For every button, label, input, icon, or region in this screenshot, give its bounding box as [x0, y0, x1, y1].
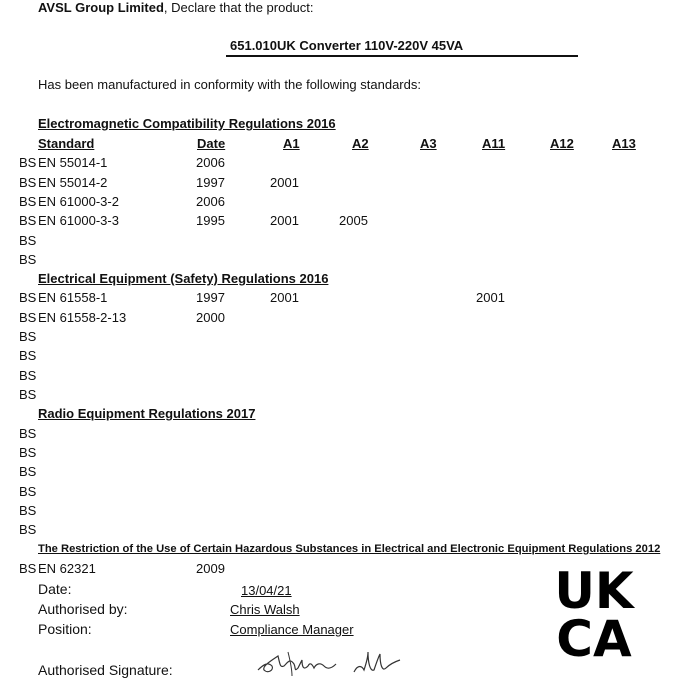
row-date: 2000 [196, 310, 225, 325]
row-date: 2009 [196, 561, 225, 576]
row-a1: 2001 [270, 175, 299, 190]
section-title-safety: Electrical Equipment (Safety) Regulations 2016 [38, 271, 329, 286]
product-title: 651.010UK Converter 110V-220V 45VA [230, 38, 464, 53]
section-title-emc: Electromagnetic Compatibility Regulations 2016 [38, 116, 336, 131]
row-standard: EN 61000-3-2 [38, 194, 119, 209]
section-title-radio: Radio Equipment Regulations 2017 [38, 406, 256, 421]
row-prefix: BS [19, 329, 37, 344]
row-prefix: BS [19, 387, 37, 402]
authorised-by-label: Authorised by: [38, 601, 128, 617]
handwritten-signature [250, 642, 420, 682]
row-a2: 2005 [339, 213, 368, 228]
row-standard: EN 61558-2-13 [38, 310, 127, 325]
position-value: Compliance Manager [230, 622, 354, 637]
row-standard: EN 61000-3-3 [38, 213, 119, 228]
row-prefix: BS [19, 194, 37, 209]
ukca-mark-logo [548, 568, 640, 660]
row-prefix: BS [19, 252, 37, 267]
row-prefix: BS [19, 464, 37, 479]
row-prefix: BS [19, 522, 37, 537]
row-a1: 2001 [270, 290, 299, 305]
row-standard: EN 62321 [38, 561, 96, 576]
row-date: 2006 [196, 194, 225, 209]
conformity-text: Has been manufactured in conformity with the following standards: [38, 77, 421, 92]
header-a13: A13 [612, 136, 636, 151]
signature-label: Authorised Signature: [38, 662, 173, 678]
row-a11: 2001 [476, 290, 505, 305]
row-prefix: BS [19, 503, 37, 518]
row-prefix: BS [19, 310, 37, 325]
ukca-line1: UK [554, 568, 634, 620]
header-a2: A2 [352, 136, 369, 151]
header-standard: Standard [38, 136, 95, 151]
position-label: Position: [38, 621, 92, 637]
intro-line [38, 0, 314, 15]
row-prefix: BS [19, 445, 37, 460]
date-value: 13/04/21 [241, 583, 292, 598]
row-prefix: BS [19, 561, 37, 576]
row-standard: EN 55014-1 [38, 155, 108, 170]
section-title-rohs: The Restriction of the Use of Certain Hazardous Substances in Electrical and Electronic Equipment Regulations 2012 [38, 543, 661, 555]
authorised-by-value: Chris Walsh [230, 602, 300, 617]
header-a1: A1 [283, 136, 300, 151]
header-date: Date [197, 136, 226, 151]
row-date: 1995 [196, 213, 225, 228]
header-a12: A12 [550, 136, 574, 151]
header-a11: A11 [482, 136, 506, 151]
row-prefix: BS [19, 213, 37, 228]
row-standard: EN 55014-2 [38, 175, 108, 190]
row-prefix: BS [19, 484, 37, 499]
row-date: 1997 [196, 175, 225, 190]
row-prefix: BS [19, 155, 37, 170]
ukca-line2: CA [556, 610, 632, 660]
row-date: 1997 [196, 290, 225, 305]
row-prefix: BS [19, 426, 37, 441]
row-standard: EN 61558-1 [38, 290, 108, 305]
declare-text: , Declare that the product: [163, 0, 314, 15]
product-underline [226, 55, 578, 57]
date-label: Date: [38, 581, 72, 597]
company-name: AVSL Group Limited [38, 0, 164, 15]
header-a3: A3 [420, 136, 437, 151]
row-prefix: BS [19, 233, 37, 248]
row-prefix: BS [19, 348, 37, 363]
row-prefix: BS [19, 290, 37, 305]
row-date: 2006 [196, 155, 225, 170]
row-prefix: BS [19, 175, 37, 190]
row-prefix: BS [19, 368, 37, 383]
row-a1: 2001 [270, 213, 299, 228]
